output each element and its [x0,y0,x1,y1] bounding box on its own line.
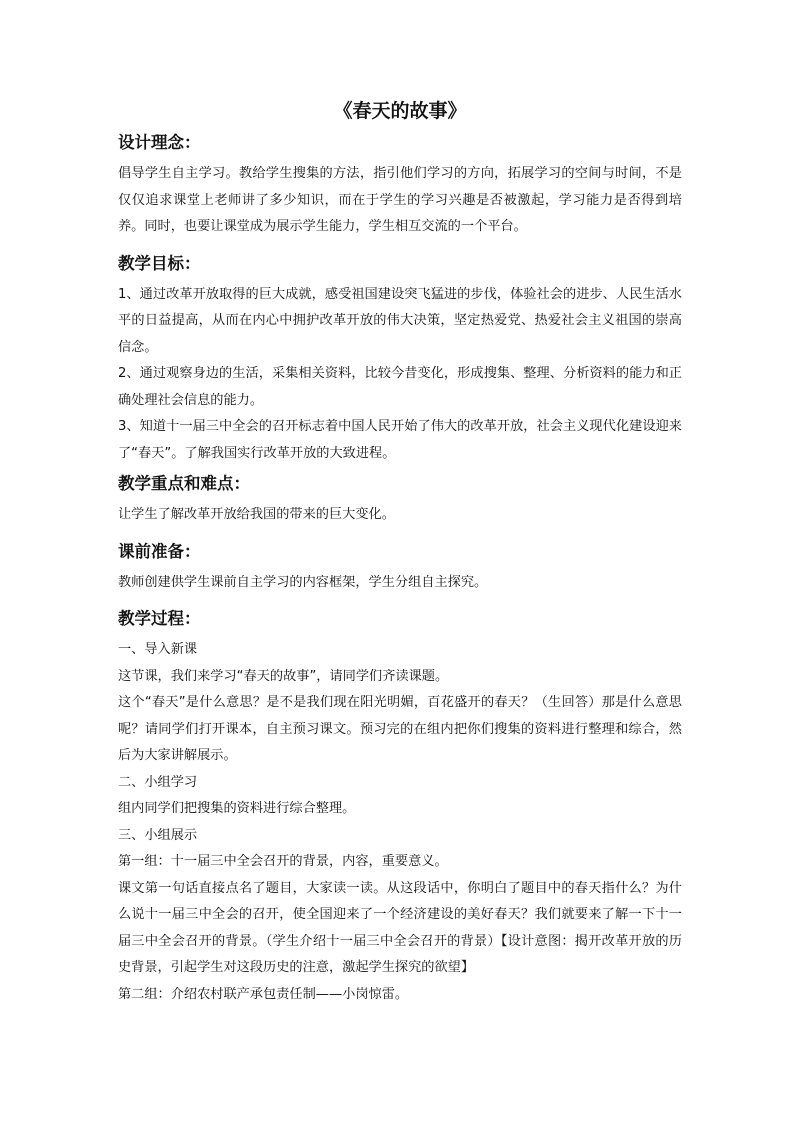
goal-item-3: 3、知道十一届三中全会的召开标志着中国人民开始了伟大的改革开放，社会主义现代化建设迎来了“春天”。了解我国实行改革开放的大致进程。 [118,419,682,461]
process-line: 第二组：介绍农村联产承包责任制——小岗惊雷。 [118,986,409,1002]
process-heading: 教学过程： [118,609,201,628]
design-text: 倡导学生自主学习。教给学生搜集的方法，指引他们学习的方向，拓展学习的空间与时间，不是仅仅追求课堂上老师讲了多少知识，而在于学生的学习兴趣是否被激起，学习能力是否得到培养。同时，也要让课堂成为展示学生能力，学生相互交流的一个平台。 [118,166,682,234]
process-step-1-title: 一、导入新课 [118,642,198,657]
goals-heading: 教学目标： [118,253,201,273]
process-step-3-title: 三、小组展示 [118,827,198,843]
process-line: 第一组：十一届三中全会召开的背景，内容，重要意义。 [118,854,448,869]
goal-item-2: 2、通过观察身边的生活，采集相关资料，比较今昔变化，形成搜集、整理、分析资料的能力和正确处理社会信息的能力。 [118,366,682,408]
process-line: 课文第一句话直接点名了题目，大家读一读。从这段话中，你明白了题目中的春天指什么？为什么说十一届三中全会的召开，使全国迎来了一个经济建设的美好春天？我们就要来了解一下十一届三中全会召开的背景。（学生介绍十一届三中全会召开的背景）【设计意图：揭开改革开放的历史背景，引起学生对这段历史的注意，激起学生探究的欲望】 [118,880,682,975]
prep-text: 教师创建供学生课前自主学习的内容框架，学生分组自主探究。 [118,574,488,590]
process-step-2-title: 二、小组学习 [118,774,198,790]
keypoints-heading: 教学重点和难点： [118,474,250,493]
design-heading: 设计理念： [118,133,201,152]
process-line: 这个“春天”是什么意思？是不是我们现在阳光明媚，百花盛开的春天？（生回答）那是什么意思呢？请同学们打开课本，自主预习课文。预习完的在组内把你们搜集的资料进行整理和综合，然后为大家讲解展示。 [118,695,682,763]
document-title: 《春天的故事》 [333,100,467,122]
process-line: 组内同学们把搜集的资料进行综合整理。 [118,801,356,816]
process-line: 这节课，我们来学习“春天的故事”，请同学们齐读课题。 [118,668,449,684]
document-page [118,96,682,1008]
goal-item-1: 1、通过改革开放取得的巨大成就，感受祖国建设突飞猛进的步伐，体验社会的进步、人民生活水平的日益提高，从而在内心中拥护改革开放的伟大决策，坚定热爱党、热爱社会主义祖国的崇高信念。 [118,286,682,355]
prep-heading: 课前准备： [118,541,201,561]
keypoints-text: 让学生了解改革开放给我国的带来的巨大变化。 [118,507,395,522]
